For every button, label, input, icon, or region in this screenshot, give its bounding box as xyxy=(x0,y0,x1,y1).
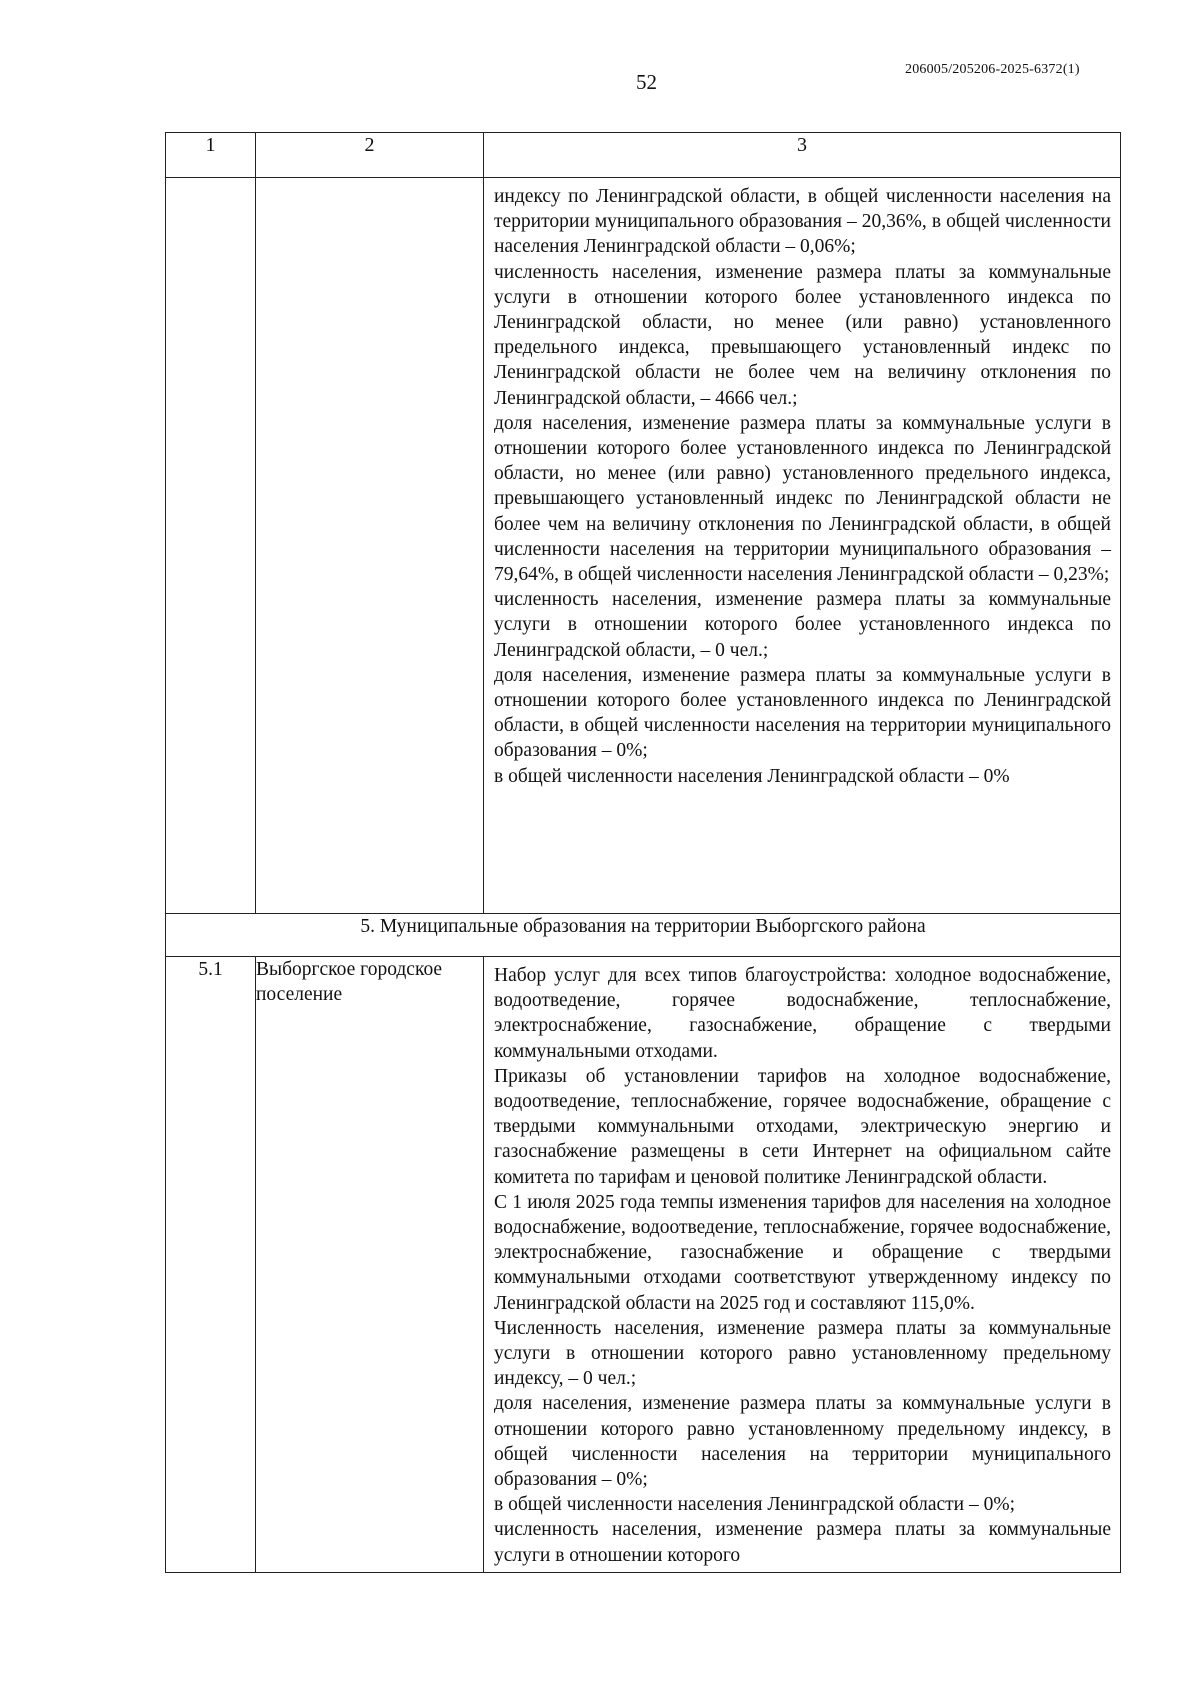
row-description-cell xyxy=(484,957,1121,1573)
paragraph: численность населения, изменение размера платы за коммунальные услуги в отношении которого xyxy=(494,1519,1111,1566)
column-header-1: 1 xyxy=(166,133,256,178)
paragraph: доля населения, изменение размера платы за коммунальные услуги в отношении которого более установленного индекса по Ленинградской области, в общей численности населения на территории муниципального образования – 0%; xyxy=(494,664,1111,762)
paragraph: в общей численности населения Ленинградской области – 0% xyxy=(494,765,1010,787)
paragraph: Численность населения, изменение размера платы за коммунальные услуги в отношении которого равно установленному предельному индексу, – 0 чел.; xyxy=(494,1317,1111,1390)
paragraph: в общей численности населения Ленинградской области – 0%; xyxy=(494,1494,1016,1516)
continuation-row xyxy=(166,178,1121,914)
continuation-number-cell xyxy=(166,178,256,914)
column-header-3: 3 xyxy=(484,133,1121,178)
municipality-name: Выборгское городское поселение xyxy=(256,957,484,1573)
paragraph: численность населения, изменение размера платы за коммунальные услуги в отношении которого более установленного индекса по Ленинградской области, – 0 чел.; xyxy=(494,589,1111,661)
paragraph: доля населения, изменение размера платы за коммунальные услуги в отношении которого более установленного индекса по Ленинградской области, но менее (или равно) установленного предельного индекса, превышающего установленный индекс по Ленинградской области не более чем на величину отклонения по Ленинградской области, в общей численности населения на территории муниципального образования – 79,64%, в общей численности населения Ленинградской области – 0,23%; xyxy=(494,412,1111,586)
page-number: 52 xyxy=(636,70,657,94)
section-row xyxy=(166,914,1121,957)
row-number: 5.1 xyxy=(166,957,256,1573)
continuation-text-cell xyxy=(484,178,1121,914)
table-header-row xyxy=(166,133,1121,178)
column-header-2: 2 xyxy=(256,133,484,178)
paragraph: доля населения, изменение размера платы за коммунальные услуги в отношении которого равно установленному предельному индексу, в общей численности населения на территории муниципального образования – 0%; xyxy=(494,1393,1111,1491)
paragraph: Приказы об установлении тарифов на холодное водоснабжение, водоотведение, теплоснабжение, горячее водоснабжение, обращение с твердыми коммунальными отходами, электрическую энергию и газоснабжение размещены в сети Интернет на официальном сайте комитета по тарифам и ценовой политике Ленинградской области. xyxy=(494,1065,1111,1188)
table-row xyxy=(166,957,1121,1573)
paragraph: индексу по Ленинградской области, в общей численности населения на территории муниципального образования – 20,36%, в общей численности населения Ленинградской области – 0,06%; xyxy=(494,186,1111,258)
paragraph: С 1 июля 2025 года темпы изменения тарифов для населения на холодное водоснабжение, водоотведение, теплоснабжение, горячее водоснабжение, электроснабжение, газоснабжение и обращение с твердыми коммунальными отходами соответствуют утвержденному индексу по Ленинградской области на 2025 год и составляют 115,0%. xyxy=(494,1191,1111,1314)
document-id: 206005/205206-2025-6372(1) xyxy=(905,62,1080,77)
data-table xyxy=(165,132,1121,1573)
paragraph: Набор услуг для всех типов благоустройства: холодное водоснабжение, водоотведение, горячее водоснабжение, теплоснабжение, электроснабжение, газоснабжение, обращение с твердыми коммунальными отходами. xyxy=(494,965,1111,1062)
section-title: 5. Муниципальные образования на территории Выборгского района xyxy=(166,914,1121,957)
paragraph: численность населения, изменение размера платы за коммунальные услуги в отношении которого более установленного индекса по Ленинградской области, но менее (или равно) установленного предельного индекса, превышающего установленный индекс по Ленинградской области не более чем на величину отклонения по Ленинградской области, – 4666 чел.; xyxy=(494,261,1111,409)
continuation-name-cell xyxy=(256,178,484,914)
